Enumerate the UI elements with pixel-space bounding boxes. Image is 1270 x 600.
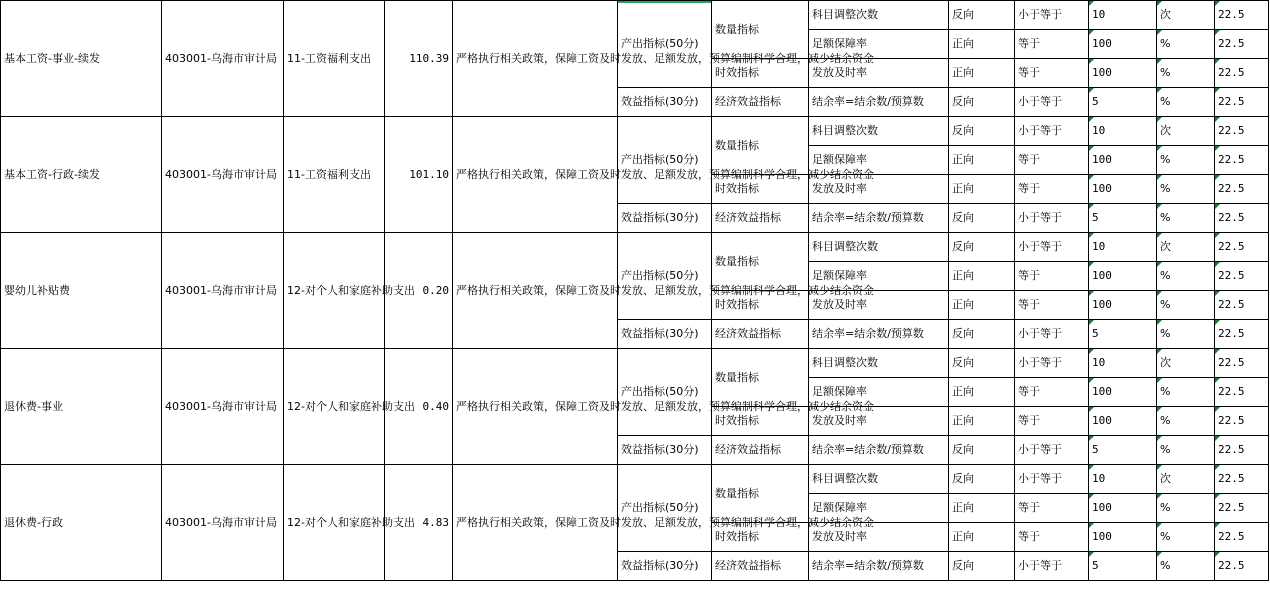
score-cell[interactable]: 22.5 <box>1215 146 1269 175</box>
value-unit-cell[interactable]: % <box>1157 523 1215 552</box>
table-row <box>1 465 1269 494</box>
score-cell[interactable]: 22.5 <box>1215 465 1269 494</box>
benefit-indicator-cell[interactable]: 效益指标(30分) <box>618 552 712 581</box>
quantity-indicator-cell[interactable]: 数量指标 <box>712 1 809 59</box>
goal-cell[interactable]: 严格执行相关政策，保障工资及时发放、足额发放，预算编制科学合理，减少结余资金 <box>453 233 618 349</box>
operator-cell[interactable]: 等于 <box>1015 407 1089 436</box>
direction-cell[interactable]: 反向 <box>949 465 1015 494</box>
operator-cell[interactable]: 等于 <box>1015 291 1089 320</box>
target-value-cell[interactable]: 10 <box>1089 465 1157 494</box>
amount-cell[interactable]: 101.10 <box>385 117 453 233</box>
score-cell[interactable]: 22.5 <box>1215 378 1269 407</box>
economic-indicator-cell[interactable]: 经济效益指标 <box>712 88 809 117</box>
value-unit-cell[interactable]: % <box>1157 204 1215 233</box>
score-cell[interactable]: 22.5 <box>1215 233 1269 262</box>
direction-cell[interactable]: 反向 <box>949 117 1015 146</box>
direction-cell[interactable]: 反向 <box>949 320 1015 349</box>
output-indicator-cell[interactable]: 产出指标(50分) <box>618 1 712 88</box>
target-value-cell[interactable]: 10 <box>1089 349 1157 378</box>
score-cell[interactable]: 22.5 <box>1215 523 1269 552</box>
target-value-cell[interactable]: 5 <box>1089 552 1157 581</box>
table-row <box>1 117 1269 146</box>
operator-cell[interactable]: 等于 <box>1015 175 1089 204</box>
indicator-name-cell[interactable]: 足额保障率 <box>809 146 949 175</box>
unit-cell[interactable]: 403001-乌海市审计局 <box>162 233 284 349</box>
direction-cell[interactable]: 正向 <box>949 59 1015 88</box>
direction-cell[interactable]: 正向 <box>949 407 1015 436</box>
score-cell[interactable]: 22.5 <box>1215 175 1269 204</box>
project-name-cell[interactable]: 退休费-事业 <box>1 349 162 465</box>
target-value-cell[interactable]: 5 <box>1089 320 1157 349</box>
indicator-name-cell[interactable]: 科目调整次数 <box>809 233 949 262</box>
target-value-cell[interactable]: 10 <box>1089 233 1157 262</box>
goal-cell[interactable]: 严格执行相关政策，保障工资及时发放、足额发放，预算编制科学合理，减少结余资金 <box>453 1 618 117</box>
timeliness-indicator-cell[interactable]: 时效指标 <box>712 291 809 320</box>
unit-cell[interactable]: 403001-乌海市审计局 <box>162 465 284 581</box>
target-value-cell[interactable]: 5 <box>1089 204 1157 233</box>
score-cell[interactable]: 22.5 <box>1215 291 1269 320</box>
direction-cell[interactable]: 正向 <box>949 30 1015 59</box>
value-unit-cell[interactable]: % <box>1157 146 1215 175</box>
operator-cell[interactable]: 等于 <box>1015 523 1089 552</box>
indicator-name-cell[interactable]: 发放及时率 <box>809 407 949 436</box>
economic-indicator-cell[interactable]: 经济效益指标 <box>712 436 809 465</box>
value-unit-cell[interactable]: 次 <box>1157 349 1215 378</box>
score-cell[interactable]: 22.5 <box>1215 117 1269 146</box>
score-cell[interactable]: 22.5 <box>1215 88 1269 117</box>
indicator-name-cell[interactable]: 足额保障率 <box>809 378 949 407</box>
economic-indicator-cell[interactable]: 经济效益指标 <box>712 320 809 349</box>
indicator-name-cell[interactable]: 结余率=结余数/预算数 <box>809 552 949 581</box>
value-unit-cell[interactable]: 次 <box>1157 117 1215 146</box>
goal-cell[interactable]: 严格执行相关政策，保障工资及时发放、足额发放，预算编制科学合理，减少结余资金 <box>453 117 618 233</box>
project-name-cell[interactable]: 婴幼儿补贴费 <box>1 233 162 349</box>
table-row <box>1 1 1269 30</box>
table-row <box>1 233 1269 262</box>
value-unit-cell[interactable]: % <box>1157 552 1215 581</box>
direction-cell[interactable]: 正向 <box>949 523 1015 552</box>
indicator-name-cell[interactable]: 发放及时率 <box>809 175 949 204</box>
target-value-cell[interactable]: 100 <box>1089 175 1157 204</box>
unit-cell[interactable]: 403001-乌海市审计局 <box>162 349 284 465</box>
quantity-indicator-cell[interactable]: 数量指标 <box>712 349 809 407</box>
score-cell[interactable]: 22.5 <box>1215 30 1269 59</box>
value-unit-cell[interactable]: % <box>1157 59 1215 88</box>
target-value-cell[interactable]: 100 <box>1089 494 1157 523</box>
value-unit-cell[interactable]: % <box>1157 320 1215 349</box>
value-unit-cell[interactable]: % <box>1157 262 1215 291</box>
project-name-cell[interactable]: 基本工资-事业-续发 <box>1 1 162 117</box>
benefit-indicator-cell[interactable]: 效益指标(30分) <box>618 436 712 465</box>
value-unit-cell[interactable]: % <box>1157 494 1215 523</box>
operator-cell[interactable]: 小于等于 <box>1015 117 1089 146</box>
category-cell[interactable]: 11-工资福利支出 <box>284 1 385 117</box>
score-cell[interactable]: 22.5 <box>1215 436 1269 465</box>
target-value-cell[interactable]: 100 <box>1089 59 1157 88</box>
operator-cell[interactable]: 等于 <box>1015 146 1089 175</box>
value-unit-cell[interactable]: 次 <box>1157 1 1215 30</box>
operator-cell[interactable]: 小于等于 <box>1015 1 1089 30</box>
amount-cell[interactable]: 0.20 <box>385 233 453 349</box>
direction-cell[interactable]: 反向 <box>949 349 1015 378</box>
target-value-cell[interactable]: 5 <box>1089 88 1157 117</box>
benefit-indicator-cell[interactable]: 效益指标(30分) <box>618 88 712 117</box>
value-unit-cell[interactable]: % <box>1157 88 1215 117</box>
target-value-cell[interactable]: 100 <box>1089 30 1157 59</box>
operator-cell[interactable]: 小于等于 <box>1015 320 1089 349</box>
direction-cell[interactable]: 反向 <box>949 233 1015 262</box>
indicator-name-cell[interactable]: 足额保障率 <box>809 30 949 59</box>
value-unit-cell[interactable]: % <box>1157 175 1215 204</box>
target-value-cell[interactable]: 100 <box>1089 291 1157 320</box>
direction-cell[interactable]: 正向 <box>949 291 1015 320</box>
target-value-cell[interactable]: 10 <box>1089 1 1157 30</box>
economic-indicator-cell[interactable]: 经济效益指标 <box>712 552 809 581</box>
output-indicator-cell[interactable]: 产出指标(50分) <box>618 117 712 204</box>
direction-cell[interactable]: 正向 <box>949 146 1015 175</box>
score-cell[interactable]: 22.5 <box>1215 407 1269 436</box>
direction-cell[interactable]: 正向 <box>949 378 1015 407</box>
direction-cell[interactable]: 反向 <box>949 1 1015 30</box>
category-cell[interactable]: 12-对个人和家庭补助支出 <box>284 465 385 581</box>
unit-cell[interactable]: 403001-乌海市审计局 <box>162 117 284 233</box>
score-cell[interactable]: 22.5 <box>1215 552 1269 581</box>
direction-cell[interactable]: 正向 <box>949 175 1015 204</box>
indicator-name-cell[interactable]: 发放及时率 <box>809 523 949 552</box>
timeliness-indicator-cell[interactable]: 时效指标 <box>712 59 809 88</box>
operator-cell[interactable]: 小于等于 <box>1015 465 1089 494</box>
score-cell[interactable]: 22.5 <box>1215 494 1269 523</box>
amount-cell[interactable]: 4.83 <box>385 465 453 581</box>
goal-cell[interactable]: 严格执行相关政策，保障工资及时发放、足额发放，预算编制科学合理，减少结余资金 <box>453 349 618 465</box>
target-value-cell[interactable]: 10 <box>1089 117 1157 146</box>
timeliness-indicator-cell[interactable]: 时效指标 <box>712 523 809 552</box>
operator-cell[interactable]: 等于 <box>1015 262 1089 291</box>
indicator-name-cell[interactable]: 足额保障率 <box>809 494 949 523</box>
indicator-name-cell[interactable]: 足额保障率 <box>809 262 949 291</box>
amount-cell[interactable]: 110.39 <box>385 1 453 117</box>
value-unit-cell[interactable]: % <box>1157 291 1215 320</box>
benefit-indicator-cell[interactable]: 效益指标(30分) <box>618 320 712 349</box>
goal-cell[interactable]: 严格执行相关政策，保障工资及时发放、足额发放，预算编制科学合理，减少结余资金 <box>453 465 618 581</box>
indicator-name-cell[interactable]: 发放及时率 <box>809 59 949 88</box>
direction-cell[interactable]: 反向 <box>949 436 1015 465</box>
target-value-cell[interactable]: 100 <box>1089 146 1157 175</box>
score-cell[interactable]: 22.5 <box>1215 349 1269 378</box>
score-cell[interactable]: 22.5 <box>1215 204 1269 233</box>
operator-cell[interactable]: 小于等于 <box>1015 552 1089 581</box>
direction-cell[interactable]: 反向 <box>949 88 1015 117</box>
score-cell[interactable]: 22.5 <box>1215 59 1269 88</box>
indicator-name-cell[interactable]: 科目调整次数 <box>809 349 949 378</box>
project-name-cell[interactable]: 退休费-行政 <box>1 465 162 581</box>
benefit-indicator-cell[interactable]: 效益指标(30分) <box>618 204 712 233</box>
operator-cell[interactable]: 等于 <box>1015 494 1089 523</box>
direction-cell[interactable]: 反向 <box>949 552 1015 581</box>
category-cell[interactable]: 12-对个人和家庭补助支出 <box>284 233 385 349</box>
score-cell[interactable]: 22.5 <box>1215 320 1269 349</box>
indicator-name-cell[interactable]: 科目调整次数 <box>809 465 949 494</box>
operator-cell[interactable]: 小于等于 <box>1015 204 1089 233</box>
indicator-name-cell[interactable]: 结余率=结余数/预算数 <box>809 436 949 465</box>
value-unit-cell[interactable]: % <box>1157 436 1215 465</box>
output-indicator-cell[interactable]: 产出指标(50分) <box>618 233 712 320</box>
indicator-name-cell[interactable]: 发放及时率 <box>809 291 949 320</box>
target-value-cell[interactable]: 100 <box>1089 378 1157 407</box>
target-value-cell[interactable]: 100 <box>1089 523 1157 552</box>
value-unit-cell[interactable]: 次 <box>1157 233 1215 262</box>
target-value-cell[interactable]: 100 <box>1089 262 1157 291</box>
operator-cell[interactable]: 等于 <box>1015 59 1089 88</box>
category-cell[interactable]: 12-对个人和家庭补助支出 <box>284 349 385 465</box>
operator-cell[interactable]: 小于等于 <box>1015 233 1089 262</box>
output-indicator-cell[interactable]: 产出指标(50分) <box>618 465 712 552</box>
indicator-name-cell[interactable]: 结余率=结余数/预算数 <box>809 204 949 233</box>
score-cell[interactable]: 22.5 <box>1215 1 1269 30</box>
direction-cell[interactable]: 反向 <box>949 204 1015 233</box>
indicator-name-cell[interactable]: 结余率=结余数/预算数 <box>809 88 949 117</box>
economic-indicator-cell[interactable]: 经济效益指标 <box>712 204 809 233</box>
quantity-indicator-cell[interactable]: 数量指标 <box>712 465 809 523</box>
operator-cell[interactable]: 等于 <box>1015 30 1089 59</box>
quantity-indicator-cell[interactable]: 数量指标 <box>712 117 809 175</box>
direction-cell[interactable]: 正向 <box>949 262 1015 291</box>
indicator-name-cell[interactable]: 科目调整次数 <box>809 1 949 30</box>
output-indicator-cell[interactable]: 产出指标(50分) <box>618 349 712 436</box>
target-value-cell[interactable]: 5 <box>1089 436 1157 465</box>
timeliness-indicator-cell[interactable]: 时效指标 <box>712 175 809 204</box>
amount-cell[interactable]: 0.40 <box>385 349 453 465</box>
quantity-indicator-cell[interactable]: 数量指标 <box>712 233 809 291</box>
operator-cell[interactable]: 等于 <box>1015 378 1089 407</box>
value-unit-cell[interactable]: 次 <box>1157 465 1215 494</box>
value-unit-cell[interactable]: % <box>1157 378 1215 407</box>
direction-cell[interactable]: 正向 <box>949 494 1015 523</box>
unit-cell[interactable]: 403001-乌海市审计局 <box>162 1 284 117</box>
category-cell[interactable]: 11-工资福利支出 <box>284 117 385 233</box>
table-row <box>1 349 1269 378</box>
score-cell[interactable]: 22.5 <box>1215 262 1269 291</box>
indicator-name-cell[interactable]: 科目调整次数 <box>809 117 949 146</box>
target-value-cell[interactable]: 100 <box>1089 407 1157 436</box>
timeliness-indicator-cell[interactable]: 时效指标 <box>712 407 809 436</box>
project-name-cell[interactable]: 基本工资-行政-续发 <box>1 117 162 233</box>
operator-cell[interactable]: 小于等于 <box>1015 88 1089 117</box>
operator-cell[interactable]: 小于等于 <box>1015 436 1089 465</box>
operator-cell[interactable]: 小于等于 <box>1015 349 1089 378</box>
value-unit-cell[interactable]: % <box>1157 407 1215 436</box>
value-unit-cell[interactable]: % <box>1157 30 1215 59</box>
indicator-name-cell[interactable]: 结余率=结余数/预算数 <box>809 320 949 349</box>
